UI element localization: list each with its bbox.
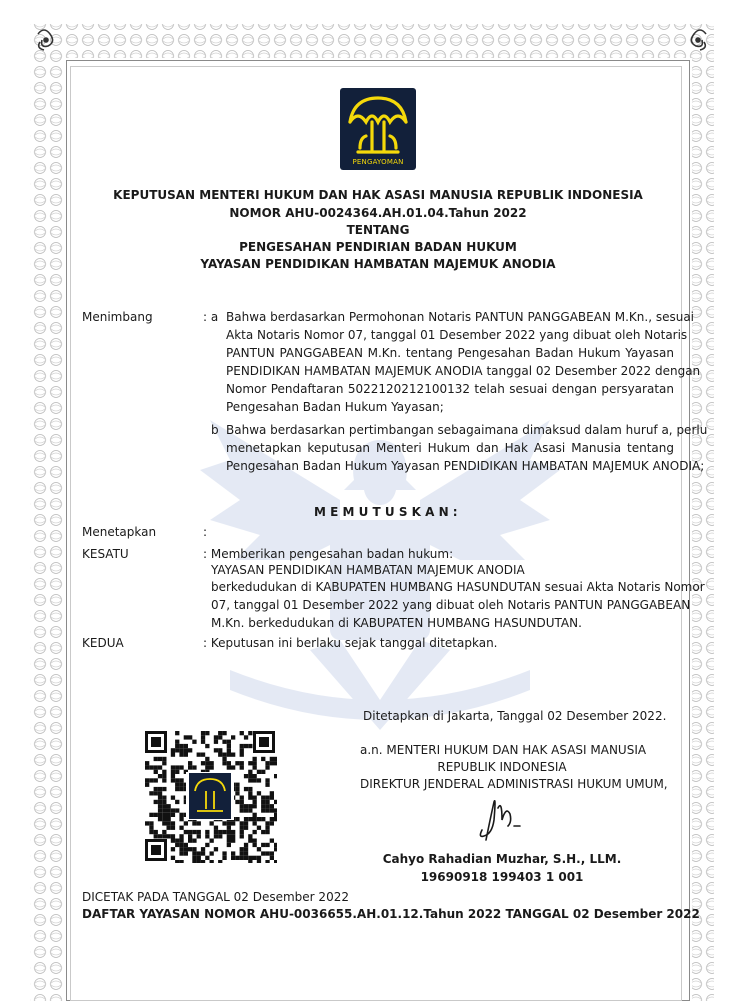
signatory-an-line1: a.n. MENTERI HUKUM DAN HAK ASASI MANUSIA <box>360 743 647 757</box>
menetapkan-colon: : <box>203 525 208 539</box>
signatory-name: Cahyo Rahadian Muzhar, S.H., LLM. <box>382 852 622 866</box>
qr-center-logo-icon <box>189 773 231 819</box>
menimbang-a-line: Pengesahan Badan Hukum Yayasan; <box>226 400 444 414</box>
registry-number: DAFTAR YAYASAN NOMOR AHU-0036655.AH.01.12.Tahun 2022 TANGGAL 02 Desember 2022 <box>82 907 700 921</box>
decree-tentang: TENTANG <box>346 223 410 237</box>
decree-title-line1: KEPUTUSAN MENTERI HUKUM DAN HAK ASASI MANUSIA REPUBLIK INDONESIA <box>113 188 643 202</box>
printed-date: DICETAK PADA TANGGAL 02 Desember 2022 <box>82 890 349 904</box>
logo-caption: PENGAYOMAN <box>352 158 404 166</box>
menimbang-b-line: menetapkan keputusan Menteri Hukum dan Hak Asasi Manusia tentang <box>226 441 674 455</box>
handwritten-signature <box>472 790 532 846</box>
qr-code <box>143 729 277 863</box>
pengayoman-tree-icon <box>340 88 416 158</box>
kesatu-line: M.Kn. berkedudukan di KABUPATEN HUMBANG HASUNDUTAN. <box>211 616 582 630</box>
menetapkan-label: Menetapkan <box>82 525 157 539</box>
kesatu-line: 07, tanggal 01 Desember 2022 yang dibuat oleh Notaris PANTUN PANGGABEAN <box>211 598 691 612</box>
signatory-an-line3: DIREKTUR JENDERAL ADMINISTRASI HUKUM UMUM, <box>360 777 668 791</box>
signatory-nip: 19690918 199403 1 001 <box>420 870 584 884</box>
signatory-an-line2: REPUBLIK INDONESIA <box>437 760 567 774</box>
place-date: Ditetapkan di Jakarta, Tanggal 02 Desember 2022. <box>363 709 667 723</box>
memutuskan-heading: M E M U T U S K A N : <box>314 505 458 519</box>
menimbang-label: Menimbang <box>82 310 153 324</box>
kesatu-label: KESATU <box>82 547 129 561</box>
decree-subject-line1: PENGESAHAN PENDIRIAN BADAN HUKUM <box>239 240 517 254</box>
kesatu-line: berkedudukan di KABUPATEN HUMBANG HASUNDUTAN sesuai Akta Notaris Nomor <box>211 580 705 594</box>
menimbang-marker-b: b <box>211 423 219 437</box>
menimbang-a-line: Bahwa berdasarkan Permohonan Notaris PANTUN PANGGABEAN M.Kn., sesuai <box>226 310 694 324</box>
menimbang-b-line: Pengesahan Badan Hukum Yayasan PENDIDIKAN HAMBATAN MAJEMUK ANODIA; <box>226 459 705 473</box>
kedua-text: : Keputusan ini berlaku sejak tanggal ditetapkan. <box>203 636 498 650</box>
decree-number: NOMOR AHU-0024364.AH.01.04.Tahun 2022 <box>229 206 527 220</box>
pengayoman-logo <box>340 88 416 170</box>
decree-subject-line2: YAYASAN PENDIDIKAN HAMBATAN MAJEMUK ANODIA <box>200 257 556 271</box>
menimbang-a-line: Nomor Pendaftaran 5022120212100132 telah sesuai dengan persyaratan <box>226 382 674 396</box>
menimbang-a-line: PENDIDIKAN HAMBATAN MAJEMUK ANODIA tanggal 02 Desember 2022 dengan <box>226 364 701 378</box>
kesatu-line: YAYASAN PENDIDIKAN HAMBATAN MAJEMUK ANODIA <box>211 563 525 577</box>
kedua-label: KEDUA <box>82 636 124 650</box>
menimbang-a-line: Akta Notaris Nomor 07, tanggal 01 Desember 2022 yang dibuat oleh Notaris <box>226 328 688 342</box>
menimbang-a-line: PANTUN PANGGABEAN M.Kn. tentang Pengesahan Badan Hukum Yayasan <box>226 346 674 360</box>
menimbang-b-line: Bahwa berdasarkan pertimbangan sebagaimana dimaksud dalam huruf a, perlu <box>226 423 708 437</box>
menimbang-marker-a: : a <box>203 310 219 324</box>
kesatu-line: : Memberikan pengesahan badan hukum: <box>203 547 454 561</box>
